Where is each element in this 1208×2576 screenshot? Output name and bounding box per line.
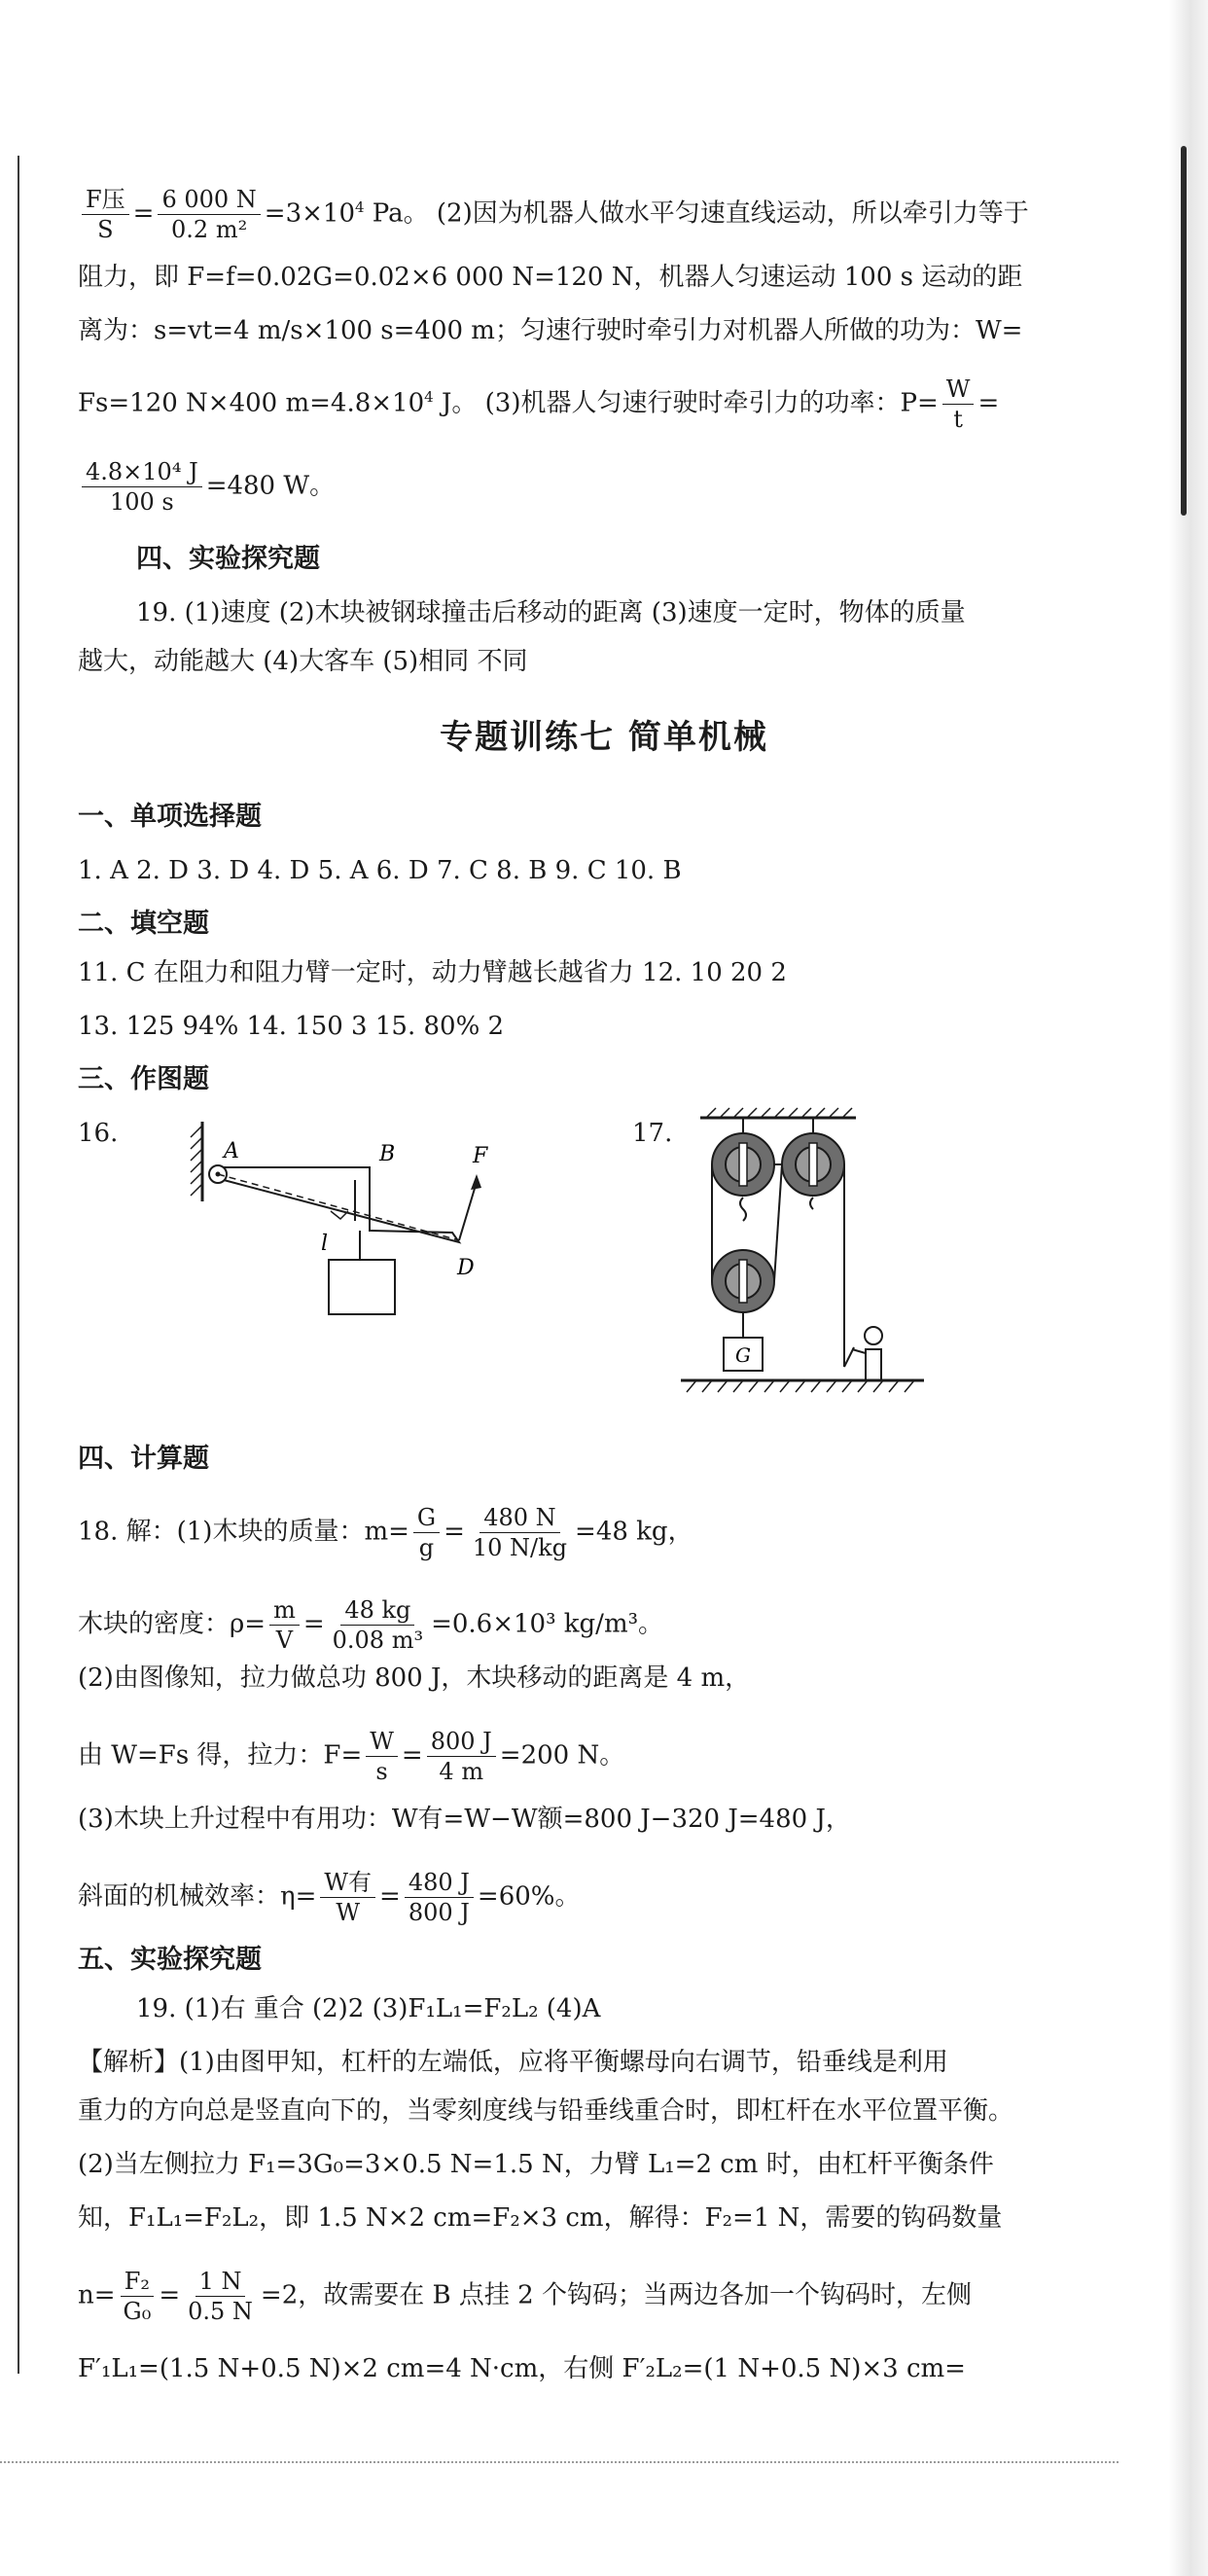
pulley-diagram [681,1104,953,1415]
label-l: l [321,1232,329,1256]
choice-answers: 1. A 2. D 3. D 4. D 5. A 6. D 7. C 8. B 9. C 10. B [78,856,682,885]
section-heading: 四、实验探究题 [136,544,320,574]
section-heading: 二、填空题 [78,909,209,939]
question-17-label: 17. [632,1119,673,1148]
fraction: $\frac{480 J}{800 J}$ [405,1868,474,1927]
analysis-line-1: 【解析】(1)由图甲知，杠杆的左端低，应将平衡螺母向右调节，铅垂线是利用 [78,2048,948,2077]
fraction: $\frac{\text{4.8×10⁴ J}}{100 s}$ [82,457,202,517]
analysis-line-6: F′₁L₁=(1.5 N+0.5 N)×2 cm=4 N·cm，右侧 F′₂L₂=(1 N+0.5 N)×3 cm= [78,2354,966,2383]
fraction: $\frac{\text{F₂}}{\text{G₀}}$ [120,2267,156,2326]
fraction: $\frac{G}{g}$ [413,1503,440,1562]
fraction: $\frac{W}{t}$ [942,375,975,434]
calc-line-2: 木块的密度：ρ= $\frac{m}{V}$ = $\frac{48 kg}{\text{0.08 m³}}$ =0.6×10³ kg/m³。 [78,1596,664,1654]
section-heading: 五、实验探究题 [78,1945,262,1975]
label-a: A [224,1139,239,1163]
label-b: B [379,1142,396,1166]
calc-line-5: (3)木块上升过程中有用功：W有=W−W额=800 J−320 J=480 J， [78,1805,851,1834]
section-heading: 三、作图题 [78,1064,209,1094]
solution-line-4: Fs=120 N×400 $m=4.8\times 10^4$ J。 (3)机器人匀速行驶时牵引力的功率：P= $\frac{W}{t}$ = [78,376,1000,433]
fraction: $\frac{480 N}{10 N/kg}$ [472,1504,568,1561]
fraction: $\frac{\text{W有}}{W}$ [320,1868,375,1927]
fixed-pulley-right [782,1133,844,1196]
answer-19-cont: 越大，动能越大 (4)大客车 (5)相同 不同 [78,647,528,676]
analysis-line-3: (2)当左侧拉力 F₁=3G₀=3×0.5 N=1.5 N，力臂 L₁=2 cm 时，由杠杆平衡条件 [78,2150,994,2179]
hanging-block [329,1260,395,1314]
fraction: $\frac{\text{F压}}{S}$ [82,185,129,244]
lever-diagram [185,1114,535,1357]
movable-pulley [712,1250,774,1312]
calc-line-3: (2)由图像知，拉力做总功 800 J，木块移动的距离是 4 m， [78,1664,751,1693]
calc-line-4: 由 W=Fs 得，拉力：F= $\frac{W}{s}$ = $\frac{800 J}{4 m}$ =200 N。 [78,1728,625,1785]
section-heading: 四、计算题 [78,1444,209,1474]
force-arm-line [218,1174,459,1240]
person-figure [852,1327,882,1380]
solution-line-1: $\frac{\text{F压}}{S}$ = $\frac{6 000 N}{\text{0.2 m²}}$ $=3\times 10^4$ Pa。 (2)因为机器人做水平匀速直线运动，所以牵引力等于 [78,185,1109,244]
fraction: $\frac{m}{V}$ [269,1595,300,1655]
fraction: $\frac{48 kg}{\text{0.08 m³}}$ [332,1596,424,1654]
fraction: $\frac{1 N}{0.5 N}$ [188,2268,253,2325]
fixed-pulley-left [712,1133,774,1196]
label-g: G [735,1343,751,1367]
fill-answers-2: 13. 125 94% 14. 150 3 15. 80% 2 [78,1012,505,1041]
section-heading: 一、单项选择题 [78,802,262,832]
solution-line-3: 离为：s=vt=4 m/s×100 s=400 m；匀速行驶时牵引力对机器人所做的功为：W= [78,316,1023,345]
calc-line-1: 18. 解：(1)木块的质量：m= $\frac{G}{g}$ = $\frac{480 N}{10 N/kg}$ =48 kg， [78,1504,693,1561]
label-f: F [473,1144,488,1168]
bottom-divider [0,2461,1119,2463]
fill-answers-1: 11. C 在阻力和阻力臂一定时，动力臂越长越省力 12. 10 20 2 [78,958,787,987]
analysis-line-2: 重力的方向总是竖直向下的，当零刻度线与铅垂线重合时，即杠杆在水平位置平衡。 [78,2096,1014,2126]
margin-rule [18,156,19,2374]
ground-hatching [687,1380,914,1392]
solution-line-5: $\frac{\text{4.8×10⁴ J}}{100 s}$ =480 W。 [78,457,1109,517]
hook [740,1198,746,1221]
answer-19-levers: 19. (1)右 重合 (2)2 (3)F₁L₁=F₂L₂ (4)A [136,1994,601,2023]
calc-line-6: 斜面的机械效率：η= $\frac{\text{W有}}{W}$ = $\frac{480 J}{800 J}$ =60%。 [78,1869,581,1926]
analysis-line-4: 知，F₁L₁=F₂L₂，即 1.5 N×2 cm=F₂×3 cm，解得：F₂=1 N，需要的钩码数量 [78,2203,1003,2233]
page-edge-shadow [1169,0,1208,2576]
force-arrow [459,1182,477,1240]
answer-19: 19. (1)速度 (2)木块被钢球撞击后移动的距离 (3)速度一定时，物体的质量 [136,598,966,627]
solution-line-2: 阻力，即 F=f=0.02G=0.02×6 000 N=120 N，机器人匀速运动 100 s 运动的距 [78,263,1023,292]
fraction: $\frac{800 J}{4 m}$ [427,1727,496,1786]
fraction: $\frac{W}{s}$ [366,1727,398,1786]
label-d: D [457,1256,475,1280]
fraction: $\frac{6 000 N}{\text{0.2 m²}}$ [158,185,260,244]
page-title: 专题训练七 简单机械 [440,718,768,757]
wall-hatching [191,1126,202,1196]
question-16-label: 16. [78,1119,119,1148]
analysis-line-5: n= $\frac{\text{F₂}}{\text{G₀}}$ = $\frac{1 N}{0.5 N}$ =2，故需要在 B 点挂 2 个钩码；当两边各加一个钩码时，左侧 [78,2268,972,2325]
